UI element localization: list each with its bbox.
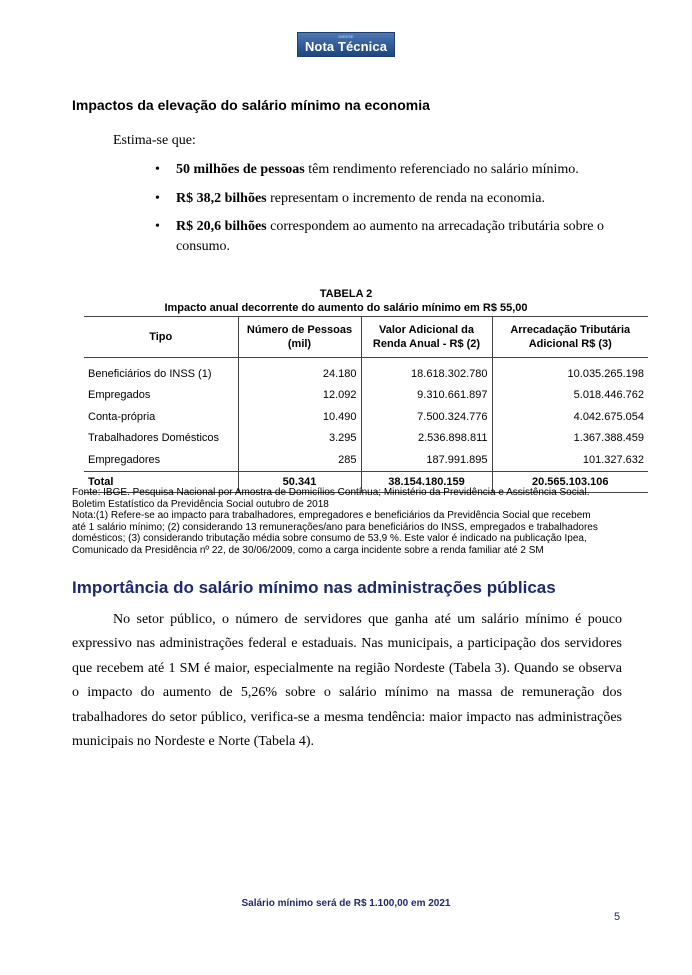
source-line: Nota:(1) Refere-se ao impacto para trabalhadores, empregadores e beneficiários da Previdência Social que recebem <box>72 510 591 522</box>
column-header: Tipo <box>84 317 238 358</box>
table-caption: Impacto anual decorrente do aumento do salário mínimo em R$ 55,00 <box>164 302 528 314</box>
table-cell: 101.327.632 <box>492 449 648 471</box>
impact-bullet-list <box>155 160 625 266</box>
table-cell: 5.018.446.762 <box>492 385 648 407</box>
footer-title: Salário mínimo será de R$ 1.100,00 em 2021 <box>241 898 451 909</box>
body-paragraph: No setor público, o número de servidores que ganha até um salário mínimo é pouco expressivo nas administrações federal e estaduais. Nas municipais, a participação dos servidores que recebem até 1 SM é maior, especialmente na região Nordeste (Tabela 3). Quando se observa o impacto do aumento de 5,26% sobre o salário mínimo na massa de remuneração dos trabalhadores do setor público, verifica-se a mesma tendência: maior impacto nas administrações municipais no Nordeste e Norte (Tabela 4). <box>72 612 622 750</box>
logo-text: Nota Técnica <box>304 39 388 54</box>
table-cell: 38.154.180.159 <box>361 471 492 492</box>
table-cell: Empregadores <box>88 453 161 466</box>
bullet-icon: • <box>155 162 160 177</box>
bullet-item <box>155 160 625 180</box>
table-cell: 2.536.898.811 <box>361 428 492 450</box>
table-cell: Total <box>84 471 238 492</box>
bullet-item <box>155 217 625 257</box>
bullet-text: representam o incremento de renda na economia. <box>266 190 545 206</box>
table-cell: Conta-própria <box>88 410 156 423</box>
source-line: Boletim Estatístico da Previdência Social outubro de 2018 <box>72 498 329 510</box>
bullet-icon: • <box>155 190 160 206</box>
page-number: 5 <box>614 911 621 923</box>
table-cell: 50.341 <box>238 471 361 492</box>
impact-table <box>84 316 648 493</box>
table-row <box>84 358 648 385</box>
column-header: Arrecadação Tributária Adicional R$ (3) <box>492 317 648 358</box>
table-cell: 285 <box>238 449 361 471</box>
source-line: Comunicado da Presidência nº 22, de 30/06/2009, como a carga incidente sobre a renda familiar até 2 SM <box>72 544 544 556</box>
bullet-icon: • <box>155 219 160 234</box>
table-cell: 9.310.661.897 <box>361 385 492 407</box>
logo-tagline: DIEESE <box>338 34 354 39</box>
table-cell: Beneficiários do INSS (1) <box>88 367 212 380</box>
table-cell: Empregados <box>88 389 151 402</box>
table-cell: 12.092 <box>238 385 361 407</box>
section-title-impactos: Impactos da elevação do salário mínimo na economia <box>72 97 430 113</box>
table-cell: 24.180 <box>238 358 361 385</box>
table-cell: 1.367.388.459 <box>492 428 648 450</box>
source-line: domésticos; (3) considerando tributação média sobre consumo de 53,9 %. Este valor é indicado na publicação Ipea, <box>72 533 587 545</box>
bullet-item <box>155 189 625 209</box>
bullet-text: correspondem ao aumento na arrecadação tributária sobre o consumo. <box>176 219 605 254</box>
source-line: até 1 salário mínimo; (2) considerando 13 remunerações/ano para beneficiários do INSS, empregados e trabalhadores <box>72 521 598 533</box>
table-cell: 10.490 <box>238 406 361 428</box>
column-header: Valor Adicional da Renda Anual - R$ (2) <box>361 317 492 358</box>
table-row <box>84 385 648 407</box>
bullet-text: têm rendimento referenciado no salário mínimo. <box>304 162 579 177</box>
table-cell: Trabalhadores Domésticos <box>88 432 220 445</box>
table-cell: 10.035.265.198 <box>492 358 648 385</box>
source-line: Fonte: IBGE. Pesquisa Nacional por Amostra de Domicílios Contínua; Ministério da Previdência e Assistência Social. <box>72 487 590 498</box>
table-cell: 187.991.895 <box>361 449 492 471</box>
table-row <box>84 428 648 450</box>
table-cell: 7.500.324.776 <box>361 406 492 428</box>
table-cell: 20.565.103.106 <box>492 471 648 492</box>
table-header-row <box>84 317 648 358</box>
table-source-notes <box>72 487 632 557</box>
table-cell: 3.295 <box>238 428 361 450</box>
column-header: Número de Pessoas (mil) <box>238 317 361 358</box>
table-label: TABELA 2 <box>319 288 373 300</box>
bullet-bold: 50 milhões de pessoas <box>176 162 305 177</box>
nota-tecnica-logo <box>297 32 395 57</box>
table-row <box>84 449 648 471</box>
intro-text: Estima-se que: <box>113 133 196 148</box>
bullet-bold: R$ 20,6 bilhões <box>176 219 267 234</box>
table-cell: 4.042.675.054 <box>492 406 648 428</box>
table-cell: 18.618.302.780 <box>361 358 492 385</box>
section-title-importancia: Importância do salário mínimo nas administrações públicas <box>72 578 556 597</box>
bullet-bold: R$ 38,2 bilhões <box>176 190 267 206</box>
table-row <box>84 406 648 428</box>
